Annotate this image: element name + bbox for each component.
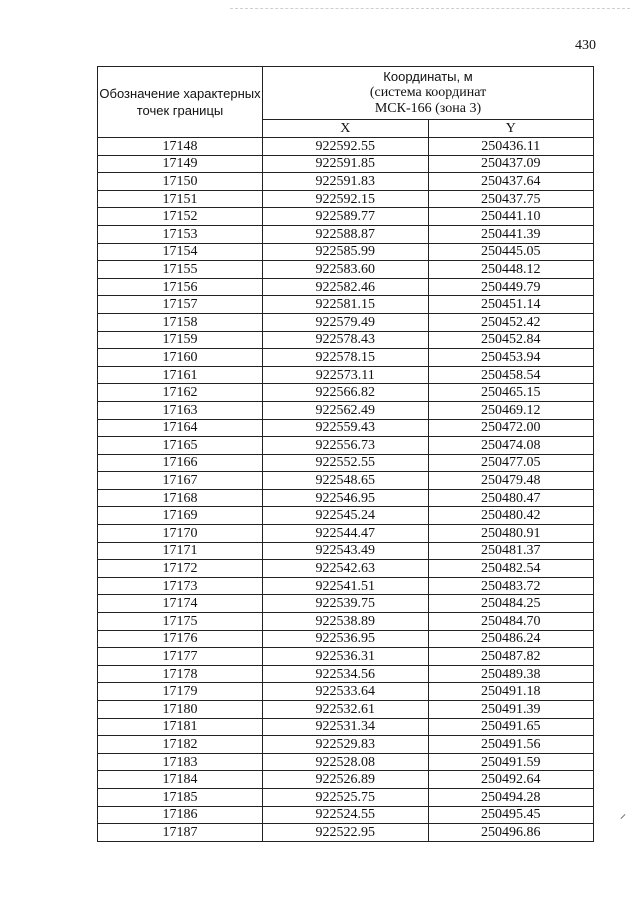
header-y: Y — [428, 120, 594, 138]
y-coord-cell: 250491.59 — [428, 753, 594, 771]
x-coord-cell: 922534.56 — [263, 665, 429, 683]
y-coord-cell: 250477.05 — [428, 454, 594, 472]
table-row — [98, 278, 594, 296]
point-id-cell: 17155 — [98, 261, 263, 279]
x-coord-cell: 922573.11 — [263, 366, 429, 384]
y-coord-cell: 250484.70 — [428, 613, 594, 631]
point-id-cell: 17173 — [98, 577, 263, 595]
x-coord-cell: 922536.95 — [263, 630, 429, 648]
x-coord-cell: 922556.73 — [263, 437, 429, 455]
point-id-cell: 17187 — [98, 824, 263, 842]
y-coord-cell: 250437.09 — [428, 155, 594, 173]
y-coord-cell: 250441.39 — [428, 225, 594, 243]
header-x: X — [263, 120, 429, 138]
point-id-cell: 17174 — [98, 595, 263, 613]
point-id-cell: 17158 — [98, 313, 263, 331]
x-coord-cell: 922579.49 — [263, 313, 429, 331]
x-coord-cell: 922529.83 — [263, 736, 429, 754]
point-id-cell: 17166 — [98, 454, 263, 472]
scan-artifact-line — [230, 8, 630, 13]
x-coord-cell: 922528.08 — [263, 753, 429, 771]
table-row — [98, 824, 594, 842]
x-coord-cell: 922532.61 — [263, 701, 429, 719]
table-row — [98, 683, 594, 701]
x-coord-cell: 922582.46 — [263, 278, 429, 296]
y-coord-cell: 250487.82 — [428, 648, 594, 666]
point-id-cell: 17165 — [98, 437, 263, 455]
y-coord-cell: 250437.75 — [428, 190, 594, 208]
table-row — [98, 806, 594, 824]
table-row — [98, 595, 594, 613]
y-coord-cell: 250474.08 — [428, 437, 594, 455]
coordinates-table — [97, 66, 594, 842]
x-coord-cell: 922578.43 — [263, 331, 429, 349]
point-id-cell: 17175 — [98, 613, 263, 631]
scan-edge-mark — [621, 814, 626, 819]
table-row — [98, 613, 594, 631]
y-coord-cell: 250472.00 — [428, 419, 594, 437]
x-coord-cell: 922543.49 — [263, 542, 429, 560]
table-row — [98, 331, 594, 349]
table-row — [98, 788, 594, 806]
x-coord-cell: 922591.85 — [263, 155, 429, 173]
point-id-cell: 17162 — [98, 384, 263, 402]
x-coord-cell: 922566.82 — [263, 384, 429, 402]
x-coord-cell: 922531.34 — [263, 718, 429, 736]
x-coord-cell: 922559.43 — [263, 419, 429, 437]
table-row — [98, 489, 594, 507]
y-coord-cell: 250445.05 — [428, 243, 594, 261]
y-coord-cell: 250483.72 — [428, 577, 594, 595]
point-id-cell: 17157 — [98, 296, 263, 314]
x-coord-cell: 922583.60 — [263, 261, 429, 279]
table-row — [98, 771, 594, 789]
table-row — [98, 401, 594, 419]
point-id-cell: 17160 — [98, 349, 263, 367]
table-row — [98, 349, 594, 367]
table-row — [98, 701, 594, 719]
point-id-cell: 17183 — [98, 753, 263, 771]
x-coord-cell: 922552.55 — [263, 454, 429, 472]
y-coord-cell: 250469.12 — [428, 401, 594, 419]
table-row — [98, 366, 594, 384]
table-row — [98, 173, 594, 191]
y-coord-cell: 250449.79 — [428, 278, 594, 296]
x-coord-cell: 922592.15 — [263, 190, 429, 208]
table-row — [98, 648, 594, 666]
x-coord-cell: 922588.87 — [263, 225, 429, 243]
table-row — [98, 630, 594, 648]
table-row — [98, 155, 594, 173]
x-coord-cell: 922589.77 — [263, 208, 429, 226]
y-coord-cell: 250484.25 — [428, 595, 594, 613]
point-id-cell: 17185 — [98, 788, 263, 806]
point-id-cell: 17180 — [98, 701, 263, 719]
page-number: 430 — [575, 38, 596, 53]
y-coord-cell: 250491.39 — [428, 701, 594, 719]
point-id-cell: 17177 — [98, 648, 263, 666]
x-coord-cell: 922533.64 — [263, 683, 429, 701]
table-row — [98, 753, 594, 771]
header-coords-system: (система координат — [369, 85, 487, 100]
x-coord-cell: 922591.83 — [263, 173, 429, 191]
y-coord-cell: 250496.86 — [428, 824, 594, 842]
point-id-cell: 17176 — [98, 630, 263, 648]
table-header — [98, 67, 594, 138]
y-coord-cell: 250479.48 — [428, 472, 594, 490]
x-coord-cell: 922585.99 — [263, 243, 429, 261]
header-point-designation: Обозначение характерных точек границы — [98, 67, 263, 138]
table-row — [98, 718, 594, 736]
table-row — [98, 454, 594, 472]
y-coord-cell: 250495.45 — [428, 806, 594, 824]
point-id-cell: 17172 — [98, 560, 263, 578]
x-coord-cell: 922592.55 — [263, 138, 429, 156]
y-coord-cell: 250480.47 — [428, 489, 594, 507]
table-row — [98, 225, 594, 243]
point-id-cell: 17154 — [98, 243, 263, 261]
point-id-cell: 17149 — [98, 155, 263, 173]
table-row — [98, 736, 594, 754]
y-coord-cell: 250489.38 — [428, 665, 594, 683]
y-coord-cell: 250494.28 — [428, 788, 594, 806]
table-row — [98, 190, 594, 208]
x-coord-cell: 922562.49 — [263, 401, 429, 419]
point-id-cell: 17171 — [98, 542, 263, 560]
point-id-cell: 17156 — [98, 278, 263, 296]
y-coord-cell: 250491.65 — [428, 718, 594, 736]
x-coord-cell: 922581.15 — [263, 296, 429, 314]
x-coord-cell: 922522.95 — [263, 824, 429, 842]
table-row — [98, 542, 594, 560]
point-id-cell: 17161 — [98, 366, 263, 384]
y-coord-cell: 250480.42 — [428, 507, 594, 525]
point-id-cell: 17152 — [98, 208, 263, 226]
point-id-cell: 17167 — [98, 472, 263, 490]
y-coord-cell: 250458.54 — [428, 366, 594, 384]
table-row — [98, 525, 594, 543]
x-coord-cell: 922544.47 — [263, 525, 429, 543]
y-coord-cell: 250448.12 — [428, 261, 594, 279]
point-id-cell: 17159 — [98, 331, 263, 349]
point-id-cell: 17163 — [98, 401, 263, 419]
table-row — [98, 138, 594, 156]
point-id-cell: 17178 — [98, 665, 263, 683]
x-coord-cell: 922541.51 — [263, 577, 429, 595]
point-id-cell: 17186 — [98, 806, 263, 824]
point-id-cell: 17168 — [98, 489, 263, 507]
point-id-cell: 17181 — [98, 718, 263, 736]
y-coord-cell: 250436.11 — [428, 138, 594, 156]
point-id-cell: 17148 — [98, 138, 263, 156]
point-id-cell: 17169 — [98, 507, 263, 525]
header-coords-title: Координаты, м — [383, 69, 473, 84]
x-coord-cell: 922545.24 — [263, 507, 429, 525]
table-row — [98, 208, 594, 226]
y-coord-cell: 250486.24 — [428, 630, 594, 648]
y-coord-cell: 250482.54 — [428, 560, 594, 578]
y-coord-cell: 250452.84 — [428, 331, 594, 349]
table-row — [98, 313, 594, 331]
x-coord-cell: 922539.75 — [263, 595, 429, 613]
y-coord-cell: 250451.14 — [428, 296, 594, 314]
y-coord-cell: 250452.42 — [428, 313, 594, 331]
x-coord-cell: 922526.89 — [263, 771, 429, 789]
y-coord-cell: 250441.10 — [428, 208, 594, 226]
table-row — [98, 419, 594, 437]
y-coord-cell: 250492.64 — [428, 771, 594, 789]
point-id-cell: 17170 — [98, 525, 263, 543]
point-id-cell: 17182 — [98, 736, 263, 754]
table-row — [98, 472, 594, 490]
y-coord-cell: 250480.91 — [428, 525, 594, 543]
x-coord-cell: 922548.65 — [263, 472, 429, 490]
y-coord-cell: 250491.18 — [428, 683, 594, 701]
point-id-cell: 17184 — [98, 771, 263, 789]
point-id-cell: 17179 — [98, 683, 263, 701]
table-row — [98, 437, 594, 455]
table-row — [98, 384, 594, 402]
table-body — [98, 138, 594, 842]
table-row — [98, 261, 594, 279]
table-row — [98, 243, 594, 261]
y-coord-cell: 250481.37 — [428, 542, 594, 560]
point-id-cell: 17151 — [98, 190, 263, 208]
x-coord-cell: 922542.63 — [263, 560, 429, 578]
point-id-cell: 17150 — [98, 173, 263, 191]
x-coord-cell: 922536.31 — [263, 648, 429, 666]
x-coord-cell: 922524.55 — [263, 806, 429, 824]
y-coord-cell: 250465.15 — [428, 384, 594, 402]
table-row — [98, 560, 594, 578]
table-row — [98, 296, 594, 314]
y-coord-cell: 250437.64 — [428, 173, 594, 191]
table-row — [98, 665, 594, 683]
point-id-cell: 17153 — [98, 225, 263, 243]
y-coord-cell: 250491.56 — [428, 736, 594, 754]
header-coordinates — [263, 67, 594, 120]
y-coord-cell: 250453.94 — [428, 349, 594, 367]
x-coord-cell: 922538.89 — [263, 613, 429, 631]
table-row — [98, 577, 594, 595]
header-row-main — [98, 67, 594, 120]
x-coord-cell: 922525.75 — [263, 788, 429, 806]
x-coord-cell: 922546.95 — [263, 489, 429, 507]
x-coord-cell: 922578.15 — [263, 349, 429, 367]
table-row — [98, 507, 594, 525]
point-id-cell: 17164 — [98, 419, 263, 437]
header-coords-zone: МСК-166 (зона 3) — [374, 101, 482, 116]
